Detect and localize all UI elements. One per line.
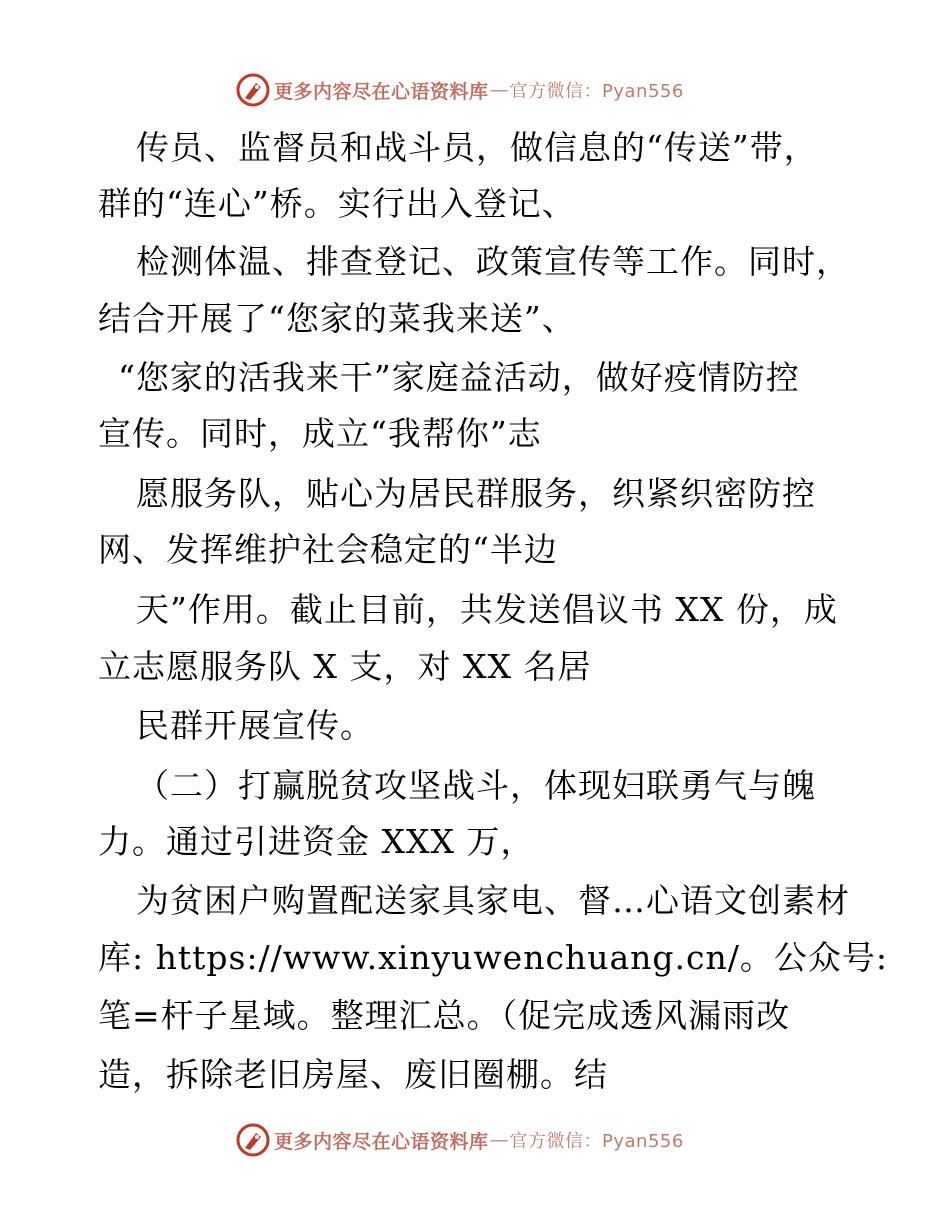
watermark-contact: 官方微信：Pyan556 (509, 81, 684, 102)
pen-nib-logo-icon (236, 1123, 270, 1157)
watermark-separator: — (489, 1129, 509, 1151)
watermark-text: 更多内容尽在心语资料库 (274, 1130, 489, 1153)
text-line: 宣传。同时，成立“我帮你”志 (98, 414, 542, 453)
text-line: 笔=杆子星域。整理汇总。（促完成透风漏雨改 (98, 996, 791, 1035)
text-line: 传员、监督员和战斗员，做信息的“传送”带， (136, 128, 818, 167)
text-line: 造，拆除老旧房屋、废旧圈棚。结 (98, 1055, 608, 1094)
pen-nib-logo-icon (236, 73, 270, 107)
text-line: 民群开展宣传。 (136, 706, 374, 745)
text-line: 库: https://www.xinyuwenchuang.cn/。公众号: (98, 938, 888, 977)
text-line: 检测体温、排查登记、政策宣传等工作。同时， (136, 242, 850, 281)
text-line: 群的“连心”桥。实行出入登记、 (98, 184, 576, 223)
footer-watermark (236, 1122, 684, 1158)
text-line: 结合开展了“您家的菜我来送”、 (98, 299, 576, 338)
watermark-contact: 官方微信：Pyan556 (509, 1131, 684, 1152)
text-line: （二）打赢脱贫攻坚战斗，体现妇联勇气与魄 (136, 766, 816, 805)
text-line: 力。通过引进资金 XXX 万， (98, 822, 535, 861)
text-line: 立志愿服务队 X 支，对 XX 名居 (98, 647, 592, 686)
text-line: 愿服务队，贴心为居民群服务，织紧织密防控 (136, 474, 816, 513)
text-line: “您家的活我来干”家庭益活动，做好疫情防控 (118, 358, 800, 397)
watermark-text: 更多内容尽在心语资料库 (274, 80, 489, 103)
watermark-separator: — (489, 79, 509, 101)
text-line: 为贫困户购置配送家具家电、督…心语文创素材 (136, 881, 850, 920)
text-line: 天”作用。截止目前，共发送倡议书 XX 份，成 (136, 590, 838, 629)
text-line: 网、发挥维护社会稳定的“半边 (98, 530, 558, 569)
header-watermark (236, 72, 684, 108)
